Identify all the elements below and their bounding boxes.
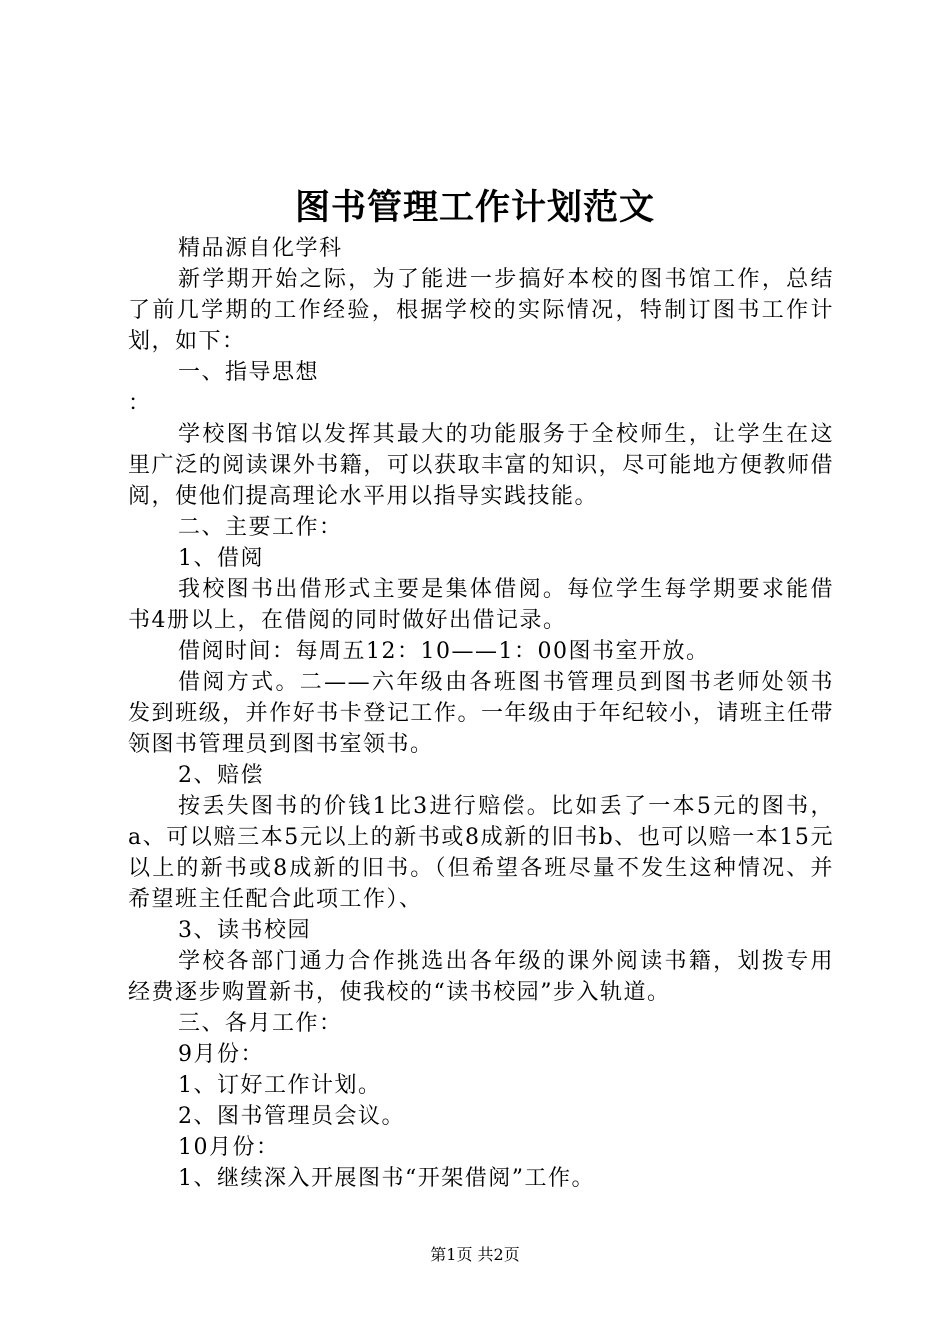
paragraph-colon: ： <box>128 391 152 416</box>
heading-monthly-work: 三、各月工作： <box>178 1011 343 1036</box>
paragraph-borrowing-time: 借阅时间：每周五12：10——1：00图书室开放。 <box>178 639 710 664</box>
heading-main-work: 二、主要工作： <box>178 515 343 540</box>
paragraph-ideology: 学校图书馆以发挥其最大的功能服务于全校师生，让学生在这里广泛的阅读课外书籍，可以获取丰富的知识，尽可能地方便教师借阅，使他们提高理论水平用以指导实践技能。 <box>128 422 834 509</box>
document-body <box>128 233 834 1194</box>
heading-october: 10月份： <box>178 1135 280 1160</box>
paragraph-compensation: 按丢失图书的价钱1比3进行赔偿。比如丢了一本5元的图书，a、可以赔三本5元以上的新书或8成新的旧书b、也可以赔一本15元以上的新书或8成新的旧书。（但希望各班尽量不发生这种情况、并希望班主任配合此项工作）、 <box>128 794 834 912</box>
heading-compensation: 2、赔偿 <box>178 763 264 788</box>
paragraph-borrowing: 我校图书出借形式主要是集体借阅。每位学生每学期要求能借书4册以上，在借阅的同时做好出借记录。 <box>128 577 834 633</box>
paragraph-reading-campus: 学校各部门通力合作挑选出各年级的课外阅读书籍，划拨专用经费逐步购置新书，使我校的“读书校园”步入轨道。 <box>128 949 834 1005</box>
list-item-oct-1: 1、继续深入开展图书“开架借阅”工作。 <box>178 1166 595 1191</box>
heading-borrowing: 1、借阅 <box>178 546 264 571</box>
paragraph-borrowing-method: 借阅方式。二——六年级由各班图书管理员到图书老师处领书发到班级，并作好书卡登记工作。一年级由于年纪较小，请班主任带领图书管理员到图书室领书。 <box>128 670 834 757</box>
document-title: 图书管理工作计划范文 <box>294 187 655 228</box>
page-number: 第1页 共2页 <box>430 1245 520 1264</box>
paragraph-source: 精品源自化学科 <box>178 236 343 261</box>
list-item-sept-1: 1、订好工作计划。 <box>178 1073 382 1098</box>
heading-guiding-ideology: 一、指导思想 <box>178 360 320 385</box>
heading-reading-campus: 3、读书校园 <box>178 918 311 943</box>
paragraph-intro: 新学期开始之际，为了能进一步搞好本校的图书馆工作，总结了前几学期的工作经验，根据学校的实际情况，特制订图书工作计划，如下： <box>128 267 834 354</box>
heading-september: 9月份： <box>178 1042 264 1067</box>
list-item-sept-2: 2、图书管理员会议。 <box>178 1104 405 1129</box>
